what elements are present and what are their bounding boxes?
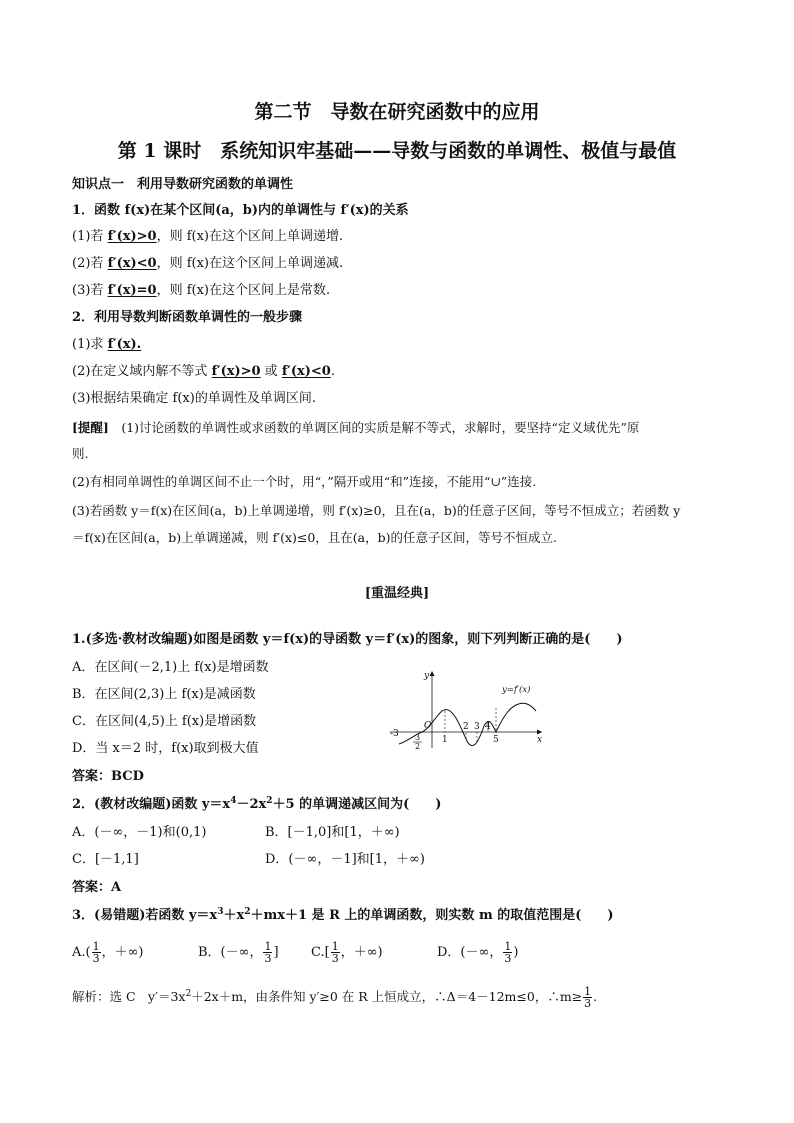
tip-line-4: (3)若函数 y＝f(x)在区间(a，b)上单调递增，则 f′(x)≥0，且在(a，b)的任意子区间，等号不恒成立；若函数 y (72, 503, 681, 518)
curve-label: y=f′(x) (502, 685, 531, 695)
x-arrow-icon (537, 730, 542, 735)
item1-line-1: (1)若 f′(x)>0，则 f(x)在这个区间上单调递增. (72, 229, 344, 244)
tip-line-3: (2)有相同单调性的单调区间不止一个时，用“，”隔开或用“和”连接，不能用“∪”连接. (72, 474, 537, 489)
tick-frac-num: 3 (415, 733, 421, 742)
q3-option-d: D．(－∞， $\frac{1}{3}$ ) (437, 940, 519, 965)
origin-label: O (424, 721, 432, 731)
knowledge-heading: 知识点一 利用导数研究函数的单调性 (72, 177, 294, 192)
q1-option-a: A．在区间(－2,1)上 f(x)是增函数 (72, 660, 269, 675)
x-axis-label: x (537, 735, 543, 745)
step-2: (2)在定义域内解不等式 f′(x)>0 或 f′(x)<0. (72, 364, 335, 379)
y-axis-label: y (424, 671, 430, 681)
tip-line-2: 则. (72, 446, 89, 461)
tick-neg3: -3 (390, 729, 399, 739)
q1-stem: 1.(多选·教材改编题)如图是函数 y＝f(x)的导函数 y＝f′(x)的图象，则下列判断正确的是( ) (72, 632, 623, 647)
section-title: 第二节 导数在研究函数中的应用 (254, 101, 540, 123)
q1-option-c: C．在区间(4,5)上 f(x)是增函数 (72, 714, 257, 729)
q2-option-b: B．[－1,0]和[1，＋∞) (265, 825, 400, 840)
q3-solution: 解析：选 C $y'=3x^2+2x+m$，由条件知 y′≥0 在 R 上恒成立，∴Δ＝4－12m≤0，∴m≥ $\frac{1}{3}$ . (72, 985, 598, 1010)
y-arrow-icon (430, 671, 435, 676)
q2-option-a: A．(－∞，－1)和(0,1) (72, 825, 207, 840)
tick-4: 4 (485, 722, 491, 732)
review-heading: [重温经典] (364, 586, 430, 601)
tick-2: 2 (463, 722, 469, 732)
q2-stem: 2．(教材改编题)函数 $y=x^4-2x^2+5$ 的单调递减区间为( ) (72, 796, 442, 812)
key-text: f′(x)>0 (107, 229, 157, 244)
tip-line-1: [提醒] (1)讨论函数的单调性或求函数的单调区间的实质是解不等式，求解时，要坚持“定义域优先”原 (72, 420, 640, 435)
q3-option-c: C.[ $\frac{1}{3}$ ，＋∞) (311, 940, 383, 965)
item1-line-2: (2)若 f′(x)<0，则 f(x)在这个区间上单调递减. (72, 256, 344, 271)
item1-line-3: (3)若 f′(x)=0，则 f(x)在这个区间上是常数. (72, 283, 331, 298)
key-text: f′(x)<0 (107, 256, 157, 271)
step-1: (1)求 f′(x). (72, 337, 142, 352)
q2-answer: 答案：A (72, 880, 122, 895)
q1-option-d: D．当 x＝2 时，f(x)取到极大值 (72, 741, 259, 756)
q1-answer: 答案：BCD (72, 769, 144, 784)
step-3: (3)根据结果确定 f(x)的单调性及单调区间. (72, 391, 316, 406)
q2-option-d: D．(－∞，－1]和[1，＋∞) (265, 852, 425, 867)
tip-line-5: ＝f(x)在区间(a，b)上单调递减，则 f′(x)≤0，且在(a，b)的任意子区间，等号不恒成立. (72, 530, 557, 545)
q2-option-c: C．[－1,1] (72, 852, 139, 867)
q3-stem: 3．(易错题)若函数 $y=x^3+x^2+mx+1$ 是 R 上的单调函数，则实数 m 的取值范围是( ) (72, 907, 614, 923)
item2-title: 2．利用导数判断函数单调性的一般步骤 (72, 310, 303, 325)
derivative-graph (386, 668, 546, 750)
item1-title: 1．函数 f(x)在某个区间(a，b)内的单调性与 f′(x)的关系 (72, 203, 409, 218)
tick-3: 3 (474, 722, 480, 732)
q3-option-b: B．(－∞， $\frac{1}{3}$ ] (198, 940, 279, 965)
tip-label: [提醒] (72, 420, 109, 435)
tick-1: 1 (442, 735, 448, 745)
key-text: f′(x)=0 (107, 283, 157, 298)
q3-option-a: A.( $\frac{1}{3}$ ，＋∞) (72, 940, 144, 965)
tick-frac-den: 2 (415, 742, 421, 750)
q1-option-b: B．在区间(2,3)上 f(x)是减函数 (72, 687, 256, 702)
lesson-title: 第 1 课时 系统知识牢基础——导数与函数的单调性、极值与最值 (117, 140, 677, 162)
tick-5: 5 (493, 735, 499, 745)
